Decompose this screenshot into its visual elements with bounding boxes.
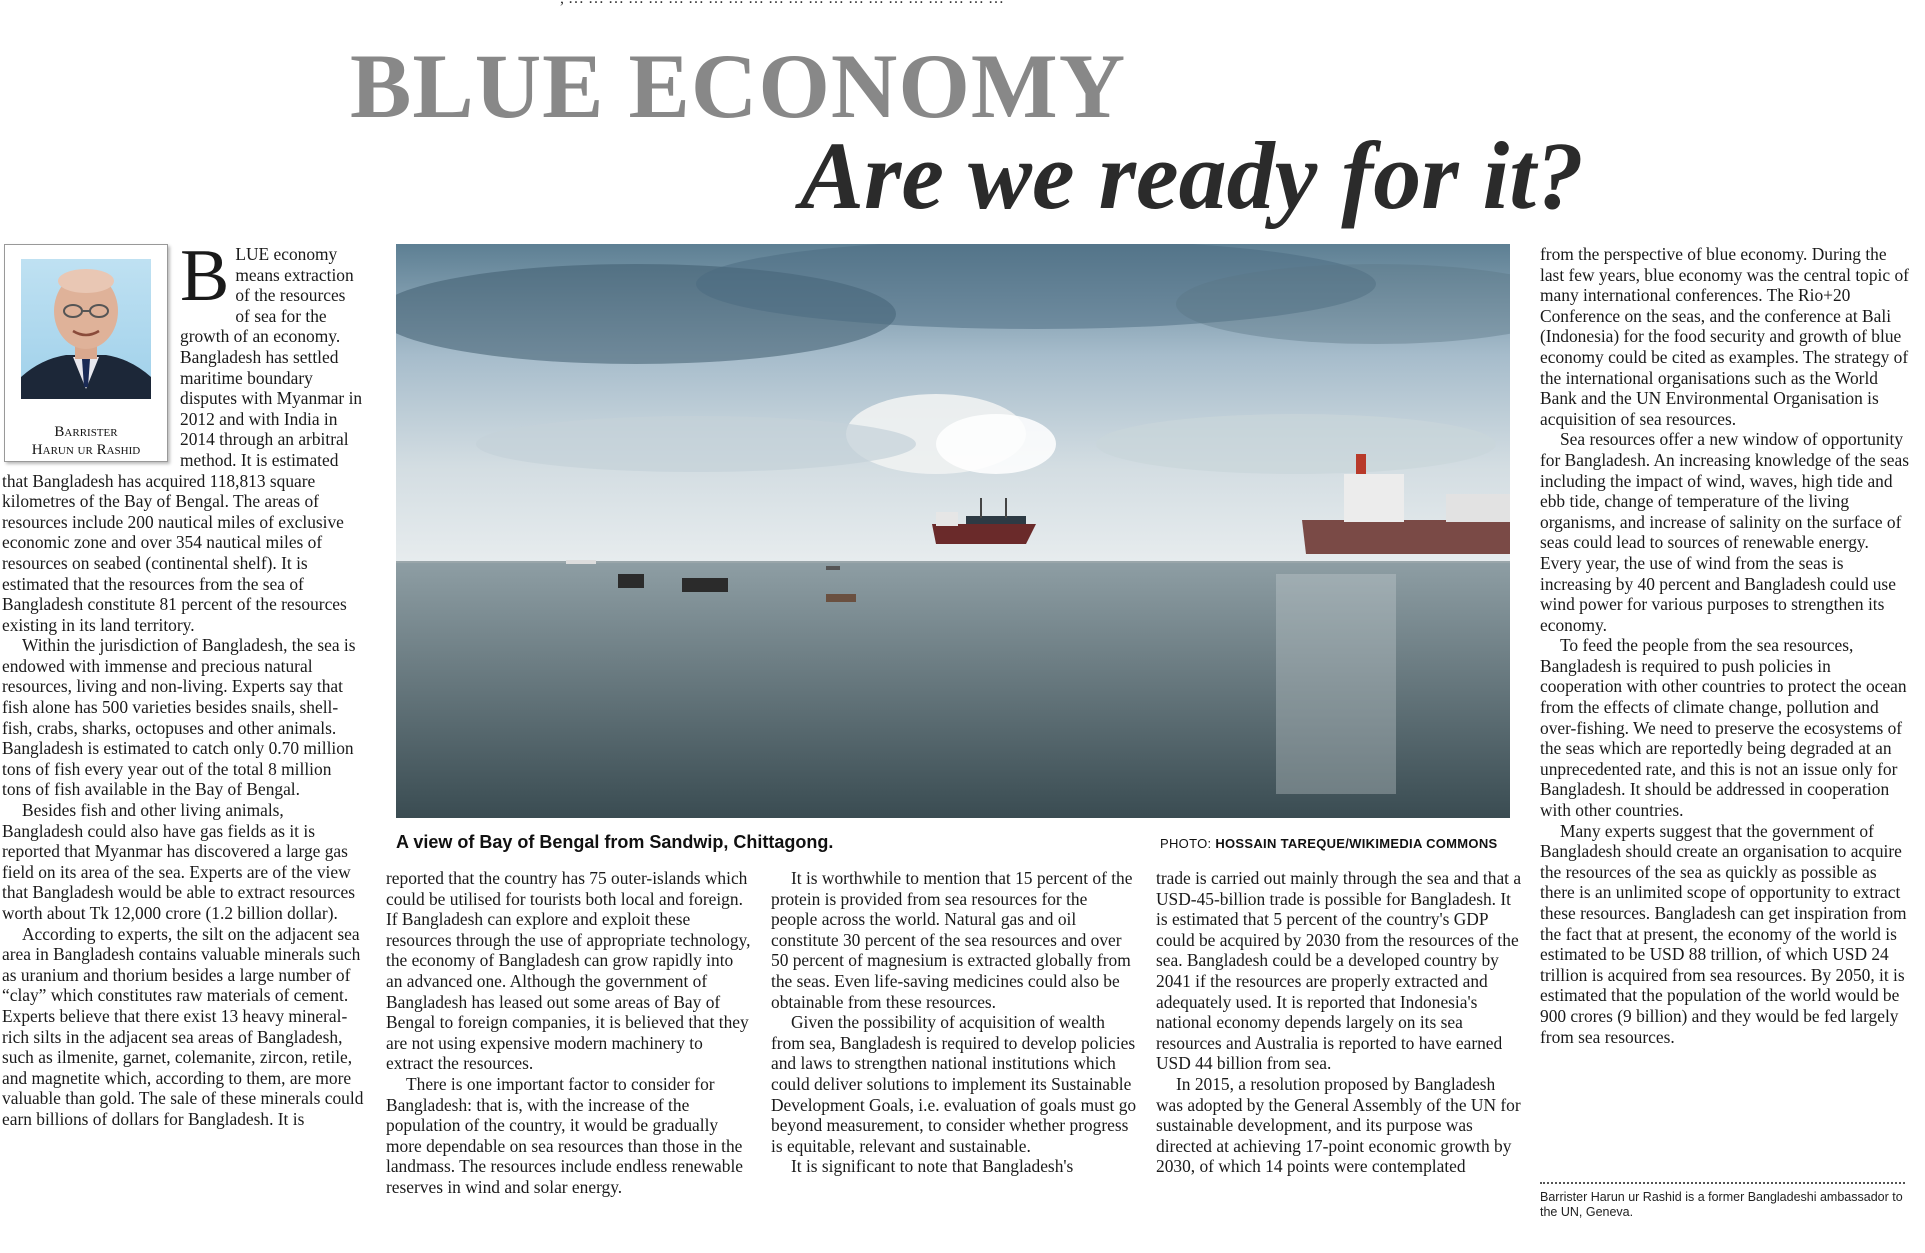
drop-cap: B (180, 244, 230, 317)
photo-credit (1160, 836, 1498, 851)
bio-divider (1540, 1182, 1905, 1184)
photo-caption: A view of Bay of Bengal from Sandwip, Chittagong. (396, 832, 834, 852)
author-name-line2: Harun ur Rashid (31, 442, 141, 458)
top-cut-fragment (560, 0, 1520, 8)
photo-credit-name: HOSSAIN TAREQUE/WIKIMEDIA COMMONS (1215, 836, 1498, 851)
paragraph: Sea resources offer a new window of opportunity for Bangladesh. An increasing knowledge of the seas including the impact of wind, waves, high tide and ebb tide, change of temperature of the living organisms, and increase of salinity on the surface of seas could lead to sources of renewable energy. Every year, the use of wind from the seas is increasing by 40 percent and Bangladesh could use wind power for various purposes to strengthen its economy. (1540, 429, 1909, 635)
paragraph: Besides fish and other living animals, Bangladesh could also have gas fields as it is reported that Myanmar has discovered a large gas field on its area of the sea. Experts are of the view that Bangladesh would be able to extract resources worth about Tk 12,000 crore (1.2 billion dollar). (2, 800, 356, 923)
author-bio: Barrister Harun ur Rashid is a former Bangladeshi ambassador to the UN, Geneva. (1540, 1190, 1903, 1219)
column-2 (386, 868, 752, 1252)
paragraph: Within the jurisdiction of Bangladesh, the sea is endowed with immense and precious natural resources, living and non-living. Experts say that fish alone has 500 varieties besides snails, shell-fish, crabs, sharks, octopuses and other animals. Bangladesh is estimated to catch only 0.70 million tons of fish every year out of the total 8 million tons of fish available in the Bay of Bengal. (2, 635, 356, 800)
paragraph: trade is carried out mainly through the sea and that a USD-45-billion trade is possible for Bangladesh. It is estimated that 5 percent of the country's GDP could be acquired by 2030 from the resources of the sea. Bangladesh could be a developed country by 2041 if the resources are properly extracted and adequately used. It is reported that Indonesia's national economy depends largely on its sea resources and Australia is reported to have earned USD 44 billion from sea. (1156, 868, 1522, 1074)
paragraph: Many experts suggest that the government of Bangladesh should create an organisation to acquire the resources of the sea as quickly as possible as there is an unlimited scope of opportunity to extract these resources. Bangladesh can get inspiration from the fact that at present, the economy of the world is estimated to be USD 88 trillion, of which USD 24 trillion is acquired from sea resources. By 2050, it is estimated that the population of the world would be 900 crores (9 billion) and they would be fed largely from sea resources. (1540, 820, 1907, 1047)
author-name-line1: Barrister (54, 424, 118, 440)
author-box-spacer (2, 244, 180, 468)
column-4 (1156, 868, 1522, 1252)
paragraph: It is worthwhile to mention that 15 percent of the protein is provided from sea resources for the people across the world. Natural gas and oil constitute 30 percent of the sea resources and over 50 percent of magnesium is extracted globally from the seas. Even life-saving medicines could also be obtainable from these resources. (771, 868, 1133, 1012)
paragraph: In 2015, a resolution proposed by Bangladesh was adopted by the General Assembly of the UN for sustainable development, and its purpose was directed at achieving 17-point economic growth by 2030, of which 14 points were contemplated (1156, 1073, 1521, 1177)
paragraph: It is significant to note that Bangladesh's (791, 1156, 1074, 1177)
column-5 (1540, 244, 1910, 1178)
headline: Are we ready for it? (800, 122, 1584, 229)
lead-text: LUE economy means extraction of the resources of sea for the growth of an economy. Bangladesh has settled maritime boundary disputes with Myanmar in 2012 and with India in 2014 through an arbitral (180, 244, 363, 450)
paragraph: Given the possibility of acquisition of wealth from sea, Bangladesh is required to develop policies and laws to strengthen national institutions which could deliver solutions to implement its Sustainable Development Goals, i.e. evaluation of goals must go beyond measurement, to consider whether progress is equitable, relevant and sustainable. (771, 1012, 1137, 1156)
column-1 (2, 244, 364, 1244)
paragraph: There is one important factor to consider for Bangladesh: that is, with the increase of the population of the country, it would be gradually more dependable on sea resources than those in the landmass. The resources include endless renewable reserves in wind and solar energy. (386, 1073, 744, 1197)
kicker-heading: BLUE ECONOMY (350, 35, 1127, 137)
lead-text-rest: method. It is estimated that Bangladesh has acquired 118,813 square kilometres of the Bay of Bengal. The areas of resources include 200 nautical miles of exclusive economic zone and over 354 nautical miles of resources on seabed (continental shelf). It is estimated that the resources from the sea of Bangladesh constitute 81 percent of the resources existing in its land territory. (2, 449, 347, 635)
bay-of-bengal-photo (396, 244, 1510, 818)
paragraph: According to experts, the silt on the adjacent sea area in Bangladesh contains valuable minerals such as uranium and thorium besides a large number of “clay” which constitutes raw materials of cement. Experts believe that there exist 13 heavy mineral-rich silts in the adjacent sea areas of Bangladesh, such as ilmenite, garnet, colemanite, zircon, retile, and magnetite which, according to them, are more valuable than gold. The sale of these minerals could earn billions of dollars for Bangladesh. It is (2, 923, 364, 1129)
column-3 (771, 868, 1137, 1252)
paragraph: from the perspective of blue economy. During the last few years, blue economy was the central topic of many international conferences. The Rio+20 Conference on the seas, and the conference at Bali (Indonesia) for the food security and growth of blue economy could be cited as examples. The strategy of the international organisations such as the World Bank and the UN Environmental Organisation is acquisition of sea resources. (1540, 244, 1909, 429)
photo-credit-label: PHOTO: (1160, 836, 1212, 851)
paragraph: To feed the people from the sea resources, Bangladesh is required to push policies in cooperation with other countries to protect the ocean from the effects of climate change, pollution and over-fishing. We need to preserve the ecosystems of the seas which are reportedly being degraded at an unprecedented rate, and this is not an issue only for Bangladesh. It should be addressed in cooperation with other countries. (1540, 635, 1907, 821)
paragraph: reported that the country has 75 outer-islands which could be utilised for tourists both local and foreign. If Bangladesh can explore and exploit these resources through the use of appropriate technology, the economy of Bangladesh can grow rapidly into an advanced one. Although the government of Bangladesh has leased out some areas of Bay of Bengal to foreign companies, it is believed that they are not using expensive modern machinery to extract the resources. (386, 868, 751, 1074)
